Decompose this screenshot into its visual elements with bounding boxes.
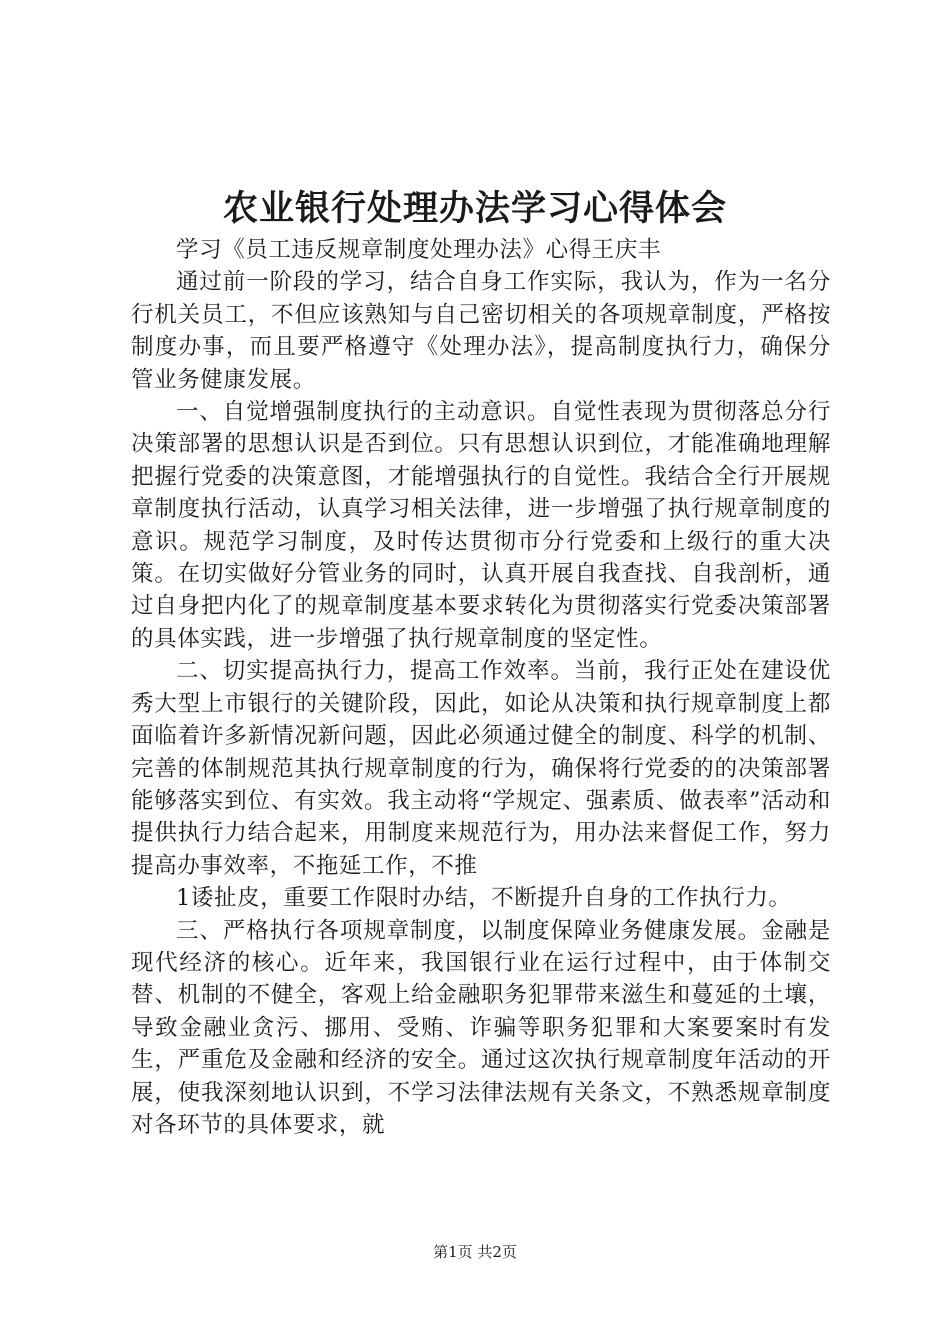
body-paragraph: 一、自觉增强制度执行的主动意识。自觉性表现为贯彻落总分行决策部署的思想认识是否到位。只有思想认识到位，才能准确地理解把握行党委的决策意图，才能增强执行的自觉性。我结合全行开展规章制度执行活动，认真学习相关法律，进一步增强了执行规章制度的意识。规范学习制度，及时传达贯彻市分行党委和上级行的重大决策。在切实做好分管业务的同时，认真开展自我查找、自我剖析，通过自身把内化了的规章制度基本要求转化为贯彻落实行党委决策部署的具体实践，进一步增强了执行规章制度的坚定性。 (131, 399, 831, 652)
document-title: 农业银行处理办法学习心得体会 (222, 188, 727, 229)
subtitle-paragraph: 学习《员工违反规章制度处理办法》心得王庆丰 (176, 237, 662, 263)
page-number: 第1页 共2页 (433, 1243, 517, 1261)
page-footer (0, 1242, 950, 1262)
body-paragraph: 二、切实提高执行力，提高工作效率。当前，我行正处在建设优秀大型上市银行的关键阶段，因此，如论从决策和执行规章制度上都面临着许多新情况新问题，因此必须通过健全的制度、科学的机制、完善的体制规范其执行规章制度的行为，确保将行党委的的决策部署能够落实到位、有实效。我主动将“学规定、强素质、做表率”活动和提供执行力结合起来，用制度来规范行为，用办法来督促工作，努力提高办事效率，不拖延工作，不推 (131, 658, 831, 879)
document-body (131, 234, 831, 1141)
body-paragraph: 通过前一阶段的学习，结合自身工作实际，我认为，作为一名分行机关员工，不但应该熟知与自己密切相关的各项规章制度，严格按制度办事，而且要严格遵守《处理办法》，提高制度执行力，确保分管业务健康发展。 (131, 269, 831, 393)
body-paragraph: 三、严格执行各项规章制度，以制度保障业务健康发展。金融是现代经济的核心。近年来，我国银行业在运行过程中，由于体制交替、机制的不健全，客观上给金融职务犯罪带来滋生和蔓延的土壤，导致金融业贪污、挪用、受贿、诈骗等职务犯罪和大案要案时有发生，严重危及金融和经济的安全。通过这次执行规章制度年活动的开展，使我深刻地认识到，不学习法律法规有关条文，不熟悉规章制度对各环节的具体要求，就 (131, 917, 831, 1138)
body-paragraph: 1诿扯皮，重要工作限时办结，不断提升自身的工作执行力。 (176, 885, 792, 912)
